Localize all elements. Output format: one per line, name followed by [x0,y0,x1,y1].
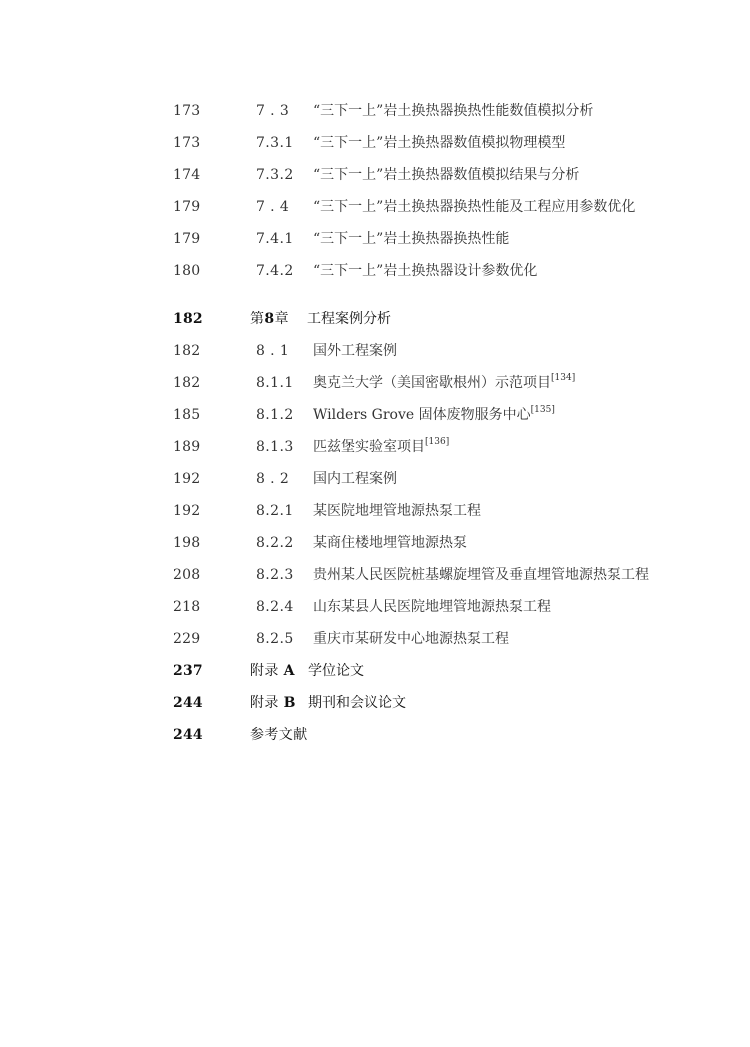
toc-section-title: “三下一上”岩土换热器数值模拟结果与分析 [313,167,580,183]
toc-section-title: “三下一上”岩土换热器换热性能数值模拟分析 [313,103,594,119]
toc-page-number: 192 [173,471,201,487]
toc-appendix-b [0,693,750,719]
toc-entry-7-3 [0,101,750,127]
toc-entry-8-1-2 [0,405,750,431]
toc-section-title: 贵州某人民医院桩基螺旋埋管及垂直埋管地源热泵工程 [313,567,649,583]
toc-entry-7-4-1 [0,229,750,255]
toc-section-title: “三下一上”岩土换热器数值模拟物理模型 [313,135,566,151]
toc-section-number: 8.2.3 [256,567,294,583]
toc-chapter-label [250,309,289,329]
toc-entry-8-2-2 [0,533,750,559]
toc-page-number: 179 [173,231,201,247]
toc-section-number: 7.4.2 [256,263,294,279]
toc-page-number: 182 [173,375,201,391]
toc-section-number: 8.1.1 [256,375,294,391]
toc-section-title: 重庆市某研发中心地源热泵工程 [313,631,509,647]
toc-page-number: 182 [173,343,201,359]
toc-entry-8-2 [0,469,750,495]
toc-section-title: 国外工程案例 [313,343,397,359]
toc-section-title: 山东某县人民医院地埋管地源热泵工程 [313,599,551,615]
toc-entry-7-3-1 [0,133,750,159]
toc-page-number: 229 [173,631,201,647]
toc-section-number: 8.2.1 [256,503,294,519]
toc-appendix-label [250,693,296,713]
toc-section-number: 7 . 4 [256,199,290,215]
citation-ref: [135] [530,405,555,415]
toc-section-title: 某医院地埋管地源热泵工程 [313,503,481,519]
toc-appendix-title: 学位论文 [308,663,364,679]
toc-section-title [313,437,449,457]
toc-section-number: 8 . 1 [256,343,290,359]
toc-section-title [313,405,555,425]
toc-section-number: 7.3.2 [256,167,294,183]
appendix-prefix: 附录 [250,663,279,679]
toc-page-number: 189 [173,439,201,455]
toc-entry-8-2-3 [0,565,750,591]
toc-page-number: 174 [173,167,201,183]
toc-section-number: 7.3.1 [256,135,294,151]
toc-entry-7-3-2 [0,165,750,191]
toc-section-title: “三下一上”岩土换热器换热性能及工程应用参数优化 [313,199,636,215]
toc-entry-8-1 [0,341,750,367]
toc-section-title: “三下一上”岩土换热器设计参数优化 [313,263,538,279]
toc-appendix-label [250,661,295,681]
toc-page-number: 198 [173,535,201,551]
toc-entry-8-2-5 [0,629,750,655]
toc-page-number: 180 [173,263,201,279]
toc-page-number: 185 [173,407,201,423]
citation-ref: [134] [551,373,576,383]
appendix-prefix: 附录 [250,695,279,711]
chapter-number: 8 [264,311,275,327]
toc-section-title: 国内工程案例 [313,471,397,487]
toc-entry-7-4-2 [0,261,750,287]
toc-entry-7-4 [0,197,750,223]
citation-ref: [136] [425,437,450,447]
toc-section-number: 8 . 2 [256,471,290,487]
toc-section-title: 某商住楼地埋管地源热泵 [313,535,467,551]
toc-references [0,725,750,751]
toc-section-number: 8.1.3 [256,439,294,455]
toc-page-number: 208 [173,567,201,583]
toc-page-number: 173 [173,103,201,119]
toc-chapter-title: 工程案例分析 [307,311,391,327]
appendix-letter: A [283,663,295,679]
toc-section-number: 8.1.2 [256,407,294,423]
toc-entry-8-2-4 [0,597,750,623]
appendix-letter: B [283,695,296,711]
toc-appendix-title: 期刊和会议论文 [308,695,406,711]
toc-section-number: 8.2.2 [256,535,294,551]
toc-section-number: 8.2.4 [256,599,294,615]
toc-page-number: 244 [173,695,203,711]
toc-entry-8-2-1 [0,501,750,527]
chapter-prefix: 第 [250,311,265,327]
toc-appendix-a [0,661,750,687]
toc-title-text: 匹兹堡实验室项目 [313,439,425,455]
toc-page-number: 173 [173,135,201,151]
toc-page-number: 218 [173,599,201,615]
toc-section-number: 7.4.1 [256,231,294,247]
toc-page-number: 237 [173,663,203,679]
toc-section-title [313,373,575,393]
toc-chapter-8 [0,309,750,335]
toc-title-text: Wilders Grove 固体废物服务中心 [313,407,531,423]
toc-page-number: 192 [173,503,201,519]
toc-references-label: 参考文献 [250,727,308,743]
toc-section-title: “三下一上”岩土换热器换热性能 [313,231,510,247]
toc-page-number: 244 [173,727,203,743]
toc-page-number: 182 [173,311,203,327]
toc-entry-8-1-1 [0,373,750,399]
toc-page-number: 179 [173,199,201,215]
toc-section-number: 8.2.5 [256,631,294,647]
chapter-suffix: 章 [274,311,289,327]
toc-entry-8-1-3 [0,437,750,463]
toc-section-number: 7 . 3 [256,103,290,119]
toc-title-text: 奥克兰大学（美国密歇根州）示范项目 [313,375,551,391]
